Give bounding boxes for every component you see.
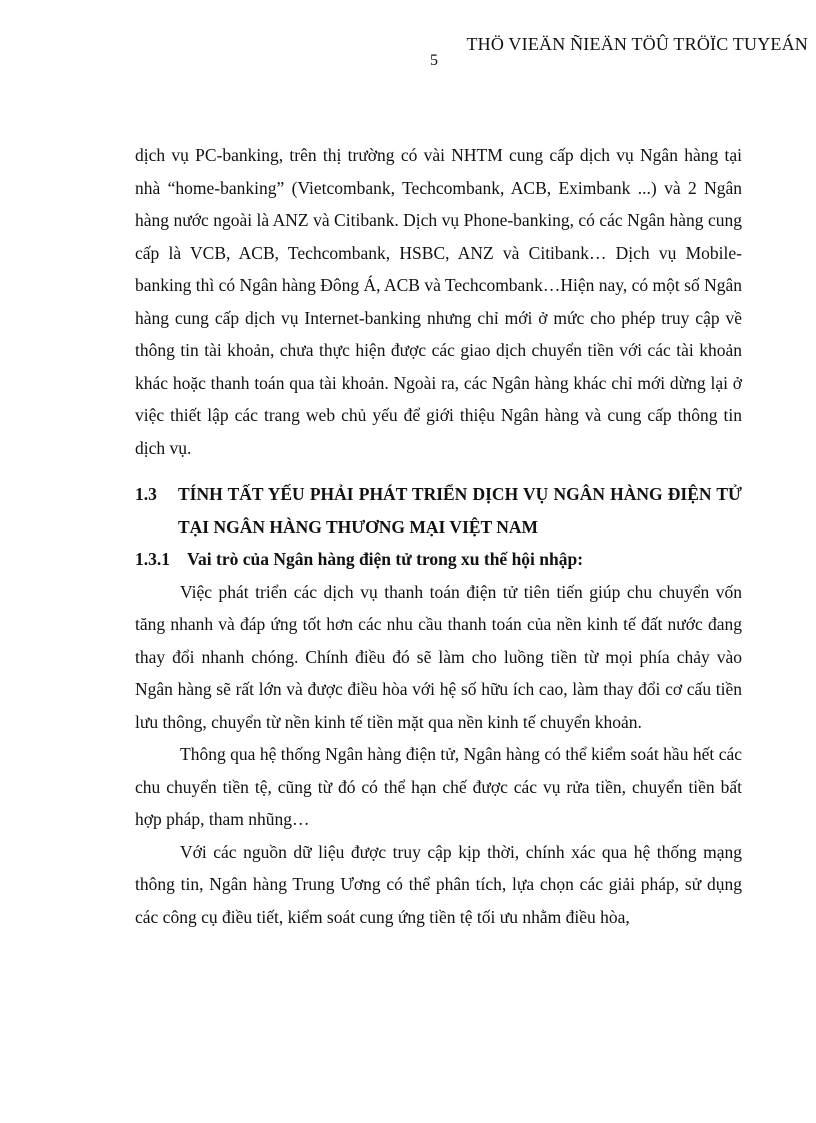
- section-number: 1.3: [135, 484, 157, 504]
- paragraph-ebanking-services: dịch vụ PC-banking, trên thị trường có vài NHTM cung cấp dịch vụ Ngân hàng tại nhà “home-banking” (Vietcombank, Techcombank, ACB, Eximbank ...) và 2 Ngân hàng nước ngoài là ANZ và Citibank. Dịch vụ Phone-banking, có các Ngân hàng cung cấp là VCB, ACB, Techcombank, HSBC, ANZ và Citibank… Dịch vụ Mobile-banking thì có Ngân hàng Đông Á, ACB và Techcombank…Hiện nay, có một số Ngân hàng cung cấp dịch vụ Internet-banking nhưng chỉ mới ở mức cho phép truy cập về thông tin tài khoản, chưa thực hiện được các giao dịch chuyển tiền với các tài khoản khác hoặc thanh toán qua tài khoản. Ngoài ra, các Ngân hàng khác chỉ mới dừng lại ở việc thiết lập các trang web chủ yếu để giới thiệu Ngân hàng và cung cấp thông tin dịch vụ.: [135, 145, 742, 458]
- running-header: THÖ VIEÄN ÑIEÄN TÖÛ TRÖÏC TUYEÁN: [466, 34, 808, 54]
- paragraph-central-bank-data: Với các nguồn dữ liệu được truy cập kịp thời, chính xác qua hệ thống mạng thông tin, Ngân hàng Trung Ương có thể phân tích, lựa chọn các giải pháp, sử dụng các công cụ điều tiết, kiểm soát cung ứng tiền tệ tối ưu nhằm điều hòa,: [135, 841, 742, 927]
- paragraph-payment-development: Việc phát triển các dịch vụ thanh toán điện tử tiên tiến giúp chu chuyển vốn tăng nhanh và đáp ứng tốt hơn các nhu cầu thanh toán của nền kinh tế đất nước đang thay đổi nhanh chóng. Chính điều đó sẽ làm cho luồng tiền từ mọi phía chảy vào Ngân hàng sẽ rất lớn và được điều hòa với hệ số hữu ích cao, làm thay đổi cơ cấu tiền lưu thông, chuyển từ nền kinh tế tiền mặt qua nền kinh tế chuyển khoản.: [135, 581, 742, 732]
- section-heading: [135, 478, 742, 543]
- page-number: 5: [430, 52, 438, 69]
- document-body: [135, 139, 742, 933]
- subsection-number: 1.3.1: [135, 549, 170, 569]
- subsection-title: Vai trò của Ngân hàng điện tử trong xu thế hội nhập:: [187, 549, 584, 569]
- subsection-heading: [135, 543, 742, 576]
- section-title: TÍNH TẤT YẾU PHẢI PHÁT TRIỂN DỊCH VỤ NGÂN HÀNG ĐIỆN TỬ TẠI NGÂN HÀNG THƯƠNG MẠI VIỆT NAM: [178, 484, 742, 537]
- paragraph-control-money-flow: Thông qua hệ thống Ngân hàng điện tử, Ngân hàng có thể kiểm soát hầu hết các chu chuyển tiền tệ, cũng từ đó có thể hạn chế được các vụ rửa tiền, chuyển tiền bất hợp pháp, tham nhũng…: [135, 744, 742, 829]
